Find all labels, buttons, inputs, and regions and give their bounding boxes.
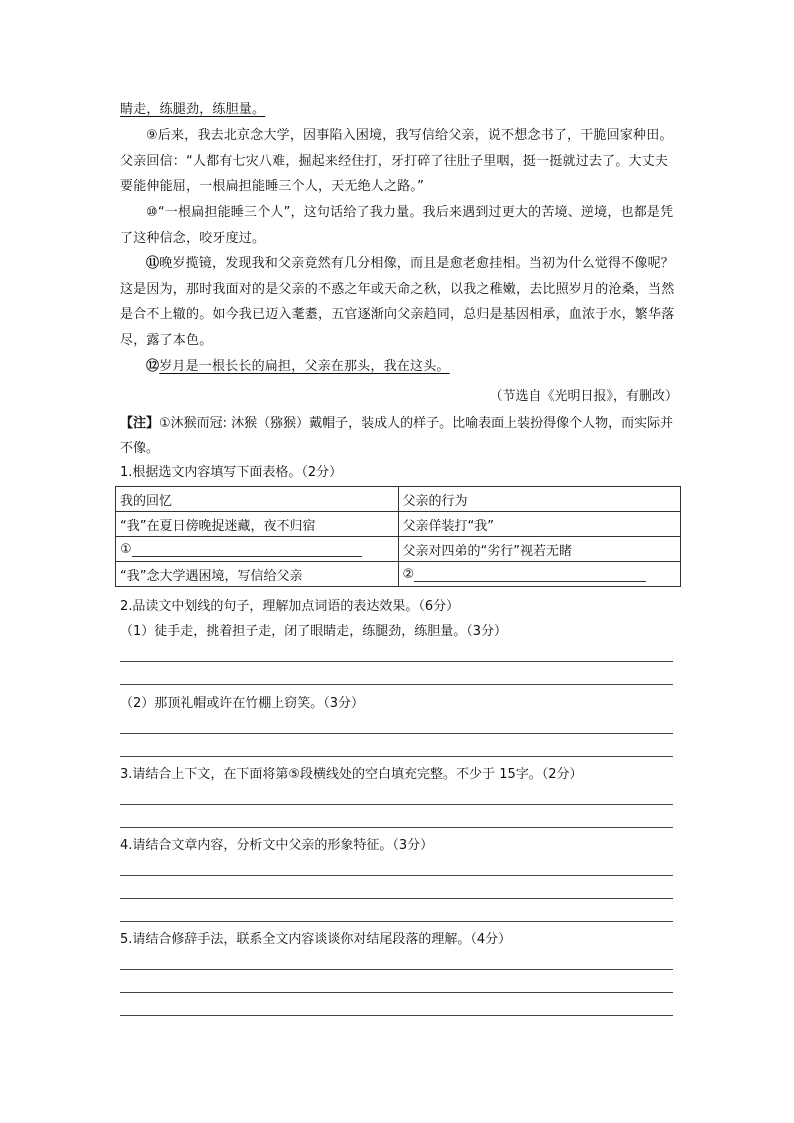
note-text: ①沐猴而冠: 沐猴（猕猴）戴帽子，装成人的样子。比喻表面上装扮得像个人物，而实际并不像。	[120, 416, 674, 456]
annotation-note	[120, 411, 680, 461]
passage-paragraph-11	[120, 251, 680, 353]
question-4: 4.请结合文章内容，分析文中父亲的形象特征。（3分）	[120, 838, 434, 853]
blank-marker: ②	[402, 566, 415, 582]
table-header-cell: 我的回忆	[116, 487, 399, 512]
paragraph-number-11: ⑪	[146, 256, 160, 271]
answer-line[interactable]	[120, 969, 673, 970]
paragraph-11-text: 晚岁揽镜，发现我和父亲竟然有几分相像，而且是愈老愈挂相。当初为什么觉得不像呢？这是因为，那时我面对的是父亲的不惑之年或天命之秋，以我之稚嫩，去比照岁月的沧桑，当然是合不上辙的。如今我已迈入耄耋，五官逐渐向父亲趋同，总归是基因相承，血浓于水，繁华落尽，露了本色。	[120, 256, 675, 348]
blank-marker: ①	[120, 541, 132, 557]
answer-line[interactable]	[120, 827, 673, 828]
table-header-row	[116, 487, 681, 512]
answer-line[interactable]	[120, 898, 673, 899]
table-row	[116, 512, 681, 537]
table-row	[116, 537, 681, 562]
table-cell	[116, 537, 399, 562]
question-2: 2.品读文中划线的句子，理解加点词语的表达效果。（6分）	[120, 599, 460, 614]
passage-paragraph-9: ⑨后来，我去北京念大学，因事陷入困境，我写信给父亲，说不想念书了，干脆回家种田。父亲回信：“人都有七灾八难，掘起来经住打，牙打碎了往肚子里咽，挺一挺就过去了。大丈夫要能伸能屈，一根扁担能睡三个人，天无绝人之路。”	[120, 128, 673, 194]
passage-paragraph-12	[120, 354, 680, 380]
answer-line[interactable]	[120, 733, 673, 734]
answer-line[interactable]	[120, 1015, 673, 1016]
table-header-cell: 父亲的行为	[398, 487, 681, 512]
question-1: 1.根据选文内容填写下面表格。（2分）	[120, 465, 343, 480]
table-cell: 父亲佯装打“我”	[398, 512, 681, 537]
question-2-2: （2）那顶礼帽或许在竹棚上窃笑。（3分）	[120, 696, 365, 711]
note-label: 【注】	[120, 416, 160, 431]
fill-blank-2[interactable]	[414, 567, 646, 582]
passage-paragraph-10: ⑩“一根扁担能睡三个人”，这句话给了我力量。我后来遇到过更大的苦境、逆境，也都是凭了这种信念，咬牙度过。	[120, 205, 674, 246]
answer-line[interactable]	[120, 661, 673, 662]
answer-line[interactable]	[120, 756, 673, 757]
paragraph-12-text: 岁月是一根长长的扁担，父亲在那头，我在这头。	[159, 359, 450, 374]
paragraph-number-12: ⑫	[146, 359, 160, 374]
answer-line[interactable]	[120, 992, 673, 993]
question-3: 3.请结合上下文，在下面将第⑤段横线处的空白填充完整。不少于 15字。（2分）	[120, 767, 583, 782]
question-5: 5.请结合修辞手法，联系全文内容谈谈你对结尾段落的理解。（4分）	[120, 932, 512, 947]
table-row	[116, 562, 681, 587]
fill-blank-1[interactable]	[132, 542, 362, 557]
table-cell: “我”念大学遇困境，写信给父亲	[116, 562, 399, 587]
memory-behavior-table	[115, 486, 681, 587]
answer-line[interactable]	[120, 804, 673, 805]
table-cell: “我”在夏日傍晚捉迷藏，夜不归宿	[116, 512, 399, 537]
table-cell: 父亲对四弟的“劣行”视若无睹	[398, 537, 681, 562]
source-citation: （节选自《光明日报》，有删改）	[489, 389, 678, 404]
passage-paragraph-0: 睛走，练腿劲，练胆量。	[120, 102, 266, 117]
question-2-1: （1）徒手走，挑着担子走，闭了眼睛走，练腿劲，练胆量。（3分）	[120, 624, 508, 639]
answer-line[interactable]	[120, 875, 673, 876]
answer-line[interactable]	[120, 921, 673, 922]
answer-line[interactable]	[120, 684, 673, 685]
table-cell	[398, 562, 681, 587]
